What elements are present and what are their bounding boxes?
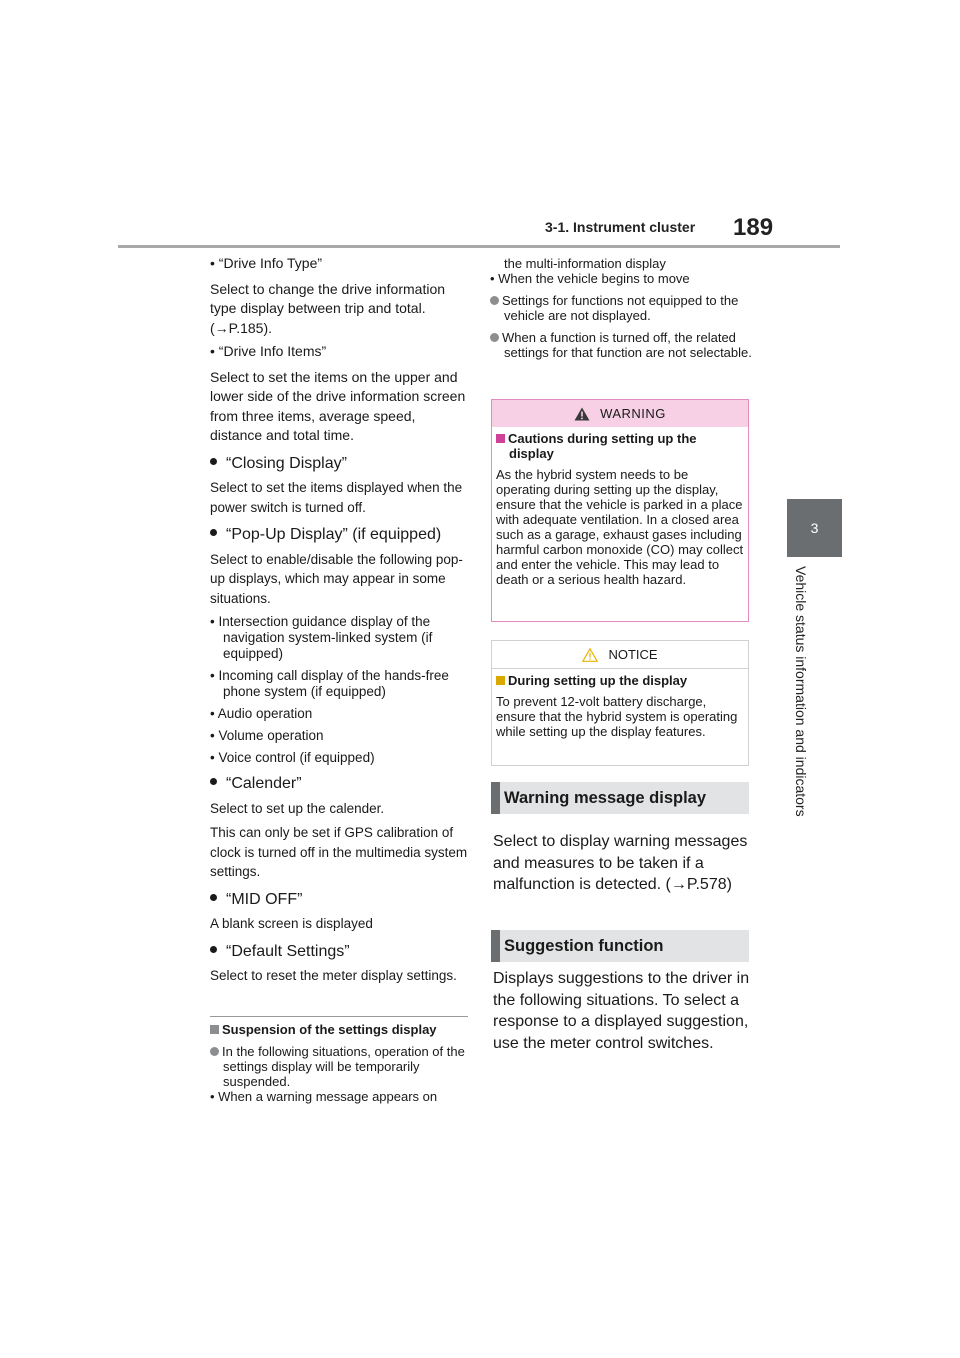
- closing-display-label: “Closing Display”: [226, 454, 347, 472]
- suggestion-heading: Suggestion function: [491, 930, 749, 962]
- notice-title: During setting up the display: [508, 673, 688, 688]
- popup-display-label: “Pop-Up Display” (if equipped): [226, 526, 442, 543]
- mid-off-heading: [210, 890, 468, 910]
- default-settings-desc: Select to reset the meter display settings.: [210, 968, 457, 983]
- page-number: 189: [733, 214, 774, 241]
- suggestion-text: [493, 968, 751, 1054]
- divider: [210, 1016, 468, 1017]
- warning-title-line: [496, 431, 744, 461]
- warning-message-heading: Warning message display: [491, 782, 749, 814]
- suspension-note: [210, 1022, 468, 1104]
- closing-display-desc: Select to set the items displayed when the power switch is turned off.: [210, 480, 463, 515]
- chapter-tab[interactable]: [787, 499, 842, 557]
- function-off-text: When a function is turned off, the related settings for that function are not selectable.: [502, 330, 752, 360]
- calender-label: “Calender”: [226, 775, 302, 792]
- not-equipped-note: [490, 293, 752, 323]
- drive-info-type-item: • “Drive Info Type”: [210, 255, 323, 271]
- warning-title: Cautions during setting up the display: [508, 431, 697, 461]
- notice-title-line: [496, 673, 744, 688]
- calender-desc-2: This can only be set if GPS calibration of clock is turned off in the multimedia system settings.: [210, 825, 468, 879]
- warning-message-paragraph: Select to display warning messages and measures to be taken if a malfunction is detected. (→P.578): [493, 833, 748, 893]
- continuation-line: the multi-information display: [504, 256, 666, 271]
- square-bullet-icon: [210, 1025, 219, 1034]
- header-rule: [118, 245, 840, 248]
- notice-body: [496, 673, 744, 739]
- left-column: [210, 254, 468, 986]
- chapter-number: 3: [810, 520, 819, 536]
- suggestion-paragraph: Displays suggestions to the driver in the following situations. To select a response to a displayed suggestion, use the meter control switches.: [493, 970, 750, 1052]
- popup-item: • Intersection guidance display of the navigation system-linked system (if equipped): [210, 614, 433, 661]
- circle-bullet-icon: [490, 333, 499, 342]
- bullet-icon: [210, 894, 217, 901]
- not-equipped-text: Settings for functions not equipped to the vehicle are not displayed.: [502, 293, 739, 323]
- suspension-intro: In the following situations, operation of the settings display will be temporarily suspended.: [222, 1044, 465, 1089]
- bullet-icon: [210, 778, 217, 785]
- right-column-top: [490, 256, 752, 360]
- default-settings-heading: [210, 942, 468, 962]
- suspension-heading: [210, 1022, 468, 1037]
- vehicle-move-item: • When the vehicle begins to move: [490, 271, 690, 286]
- closing-display-heading: [210, 454, 468, 474]
- popup-display-heading: [210, 525, 468, 545]
- drive-info-items-item: • “Drive Info Items”: [210, 343, 327, 359]
- popup-display-desc: Select to enable/disable the following pop-up displays, which may appear in some situations.: [210, 551, 463, 606]
- drive-info-items-desc: Select to set the items on the upper and lower side of the drive information screen from three items, average speed, distance and total time.: [210, 368, 466, 443]
- popup-item: • Incoming call display of the hands-free phone system (if equipped): [210, 668, 449, 699]
- warning-label: WARNING: [600, 406, 666, 421]
- chapter-title-vertical: [785, 566, 809, 846]
- popup-item: • Volume operation: [210, 728, 324, 743]
- caution-triangle-icon: [582, 648, 598, 662]
- popup-item: • Voice control (if equipped): [210, 750, 375, 765]
- suspension-intro-line: [210, 1044, 468, 1089]
- drive-info-type-desc: Select to change the drive information type display between trip and total. (→P.185).: [210, 280, 446, 336]
- mid-off-label: “MID OFF”: [226, 890, 303, 908]
- warning-triangle-icon: [574, 407, 590, 421]
- default-settings-label: “Default Settings”: [226, 942, 350, 960]
- popup-item: • Audio operation: [210, 706, 313, 721]
- section-title: 3-1. Instrument cluster: [545, 219, 696, 235]
- warning-body: [496, 431, 744, 587]
- circle-bullet-icon: [210, 1047, 219, 1056]
- function-off-note: [490, 330, 752, 360]
- suspension-title: Suspension of the settings display: [222, 1022, 437, 1037]
- notice-label: NOTICE: [608, 647, 658, 662]
- chapter-title: Vehicle status information and indicators: [793, 566, 809, 817]
- suspension-item-1: • When a warning message appears on: [210, 1089, 438, 1104]
- calender-desc-1: Select to set up the calender.: [210, 800, 385, 816]
- bullet-icon: [210, 946, 217, 953]
- notice-header: [492, 641, 748, 669]
- circle-bullet-icon: [490, 296, 499, 305]
- square-bullet-icon: [496, 434, 505, 443]
- mid-off-desc: A blank screen is displayed: [210, 916, 373, 931]
- notice-text: To prevent 12-volt battery discharge, ensure that the hybrid system is operating while setting up the display features.: [496, 694, 738, 739]
- bullet-icon: [210, 529, 217, 536]
- warning-text: As the hybrid system needs to be operating during setting up the display, ensure that the vehicle is parked in a place with adequate ventilation. In a closed area such as a garage, exhaust gases including harmful carbon monoxide (CO) may collect and enter the vehicle. This may lead to death or a serious health hazard.: [496, 467, 744, 587]
- bullet-icon: [210, 458, 217, 465]
- warning-header: [492, 400, 748, 427]
- square-bullet-icon: [496, 676, 505, 685]
- warning-message-text: [493, 831, 751, 896]
- calender-heading: [210, 774, 468, 794]
